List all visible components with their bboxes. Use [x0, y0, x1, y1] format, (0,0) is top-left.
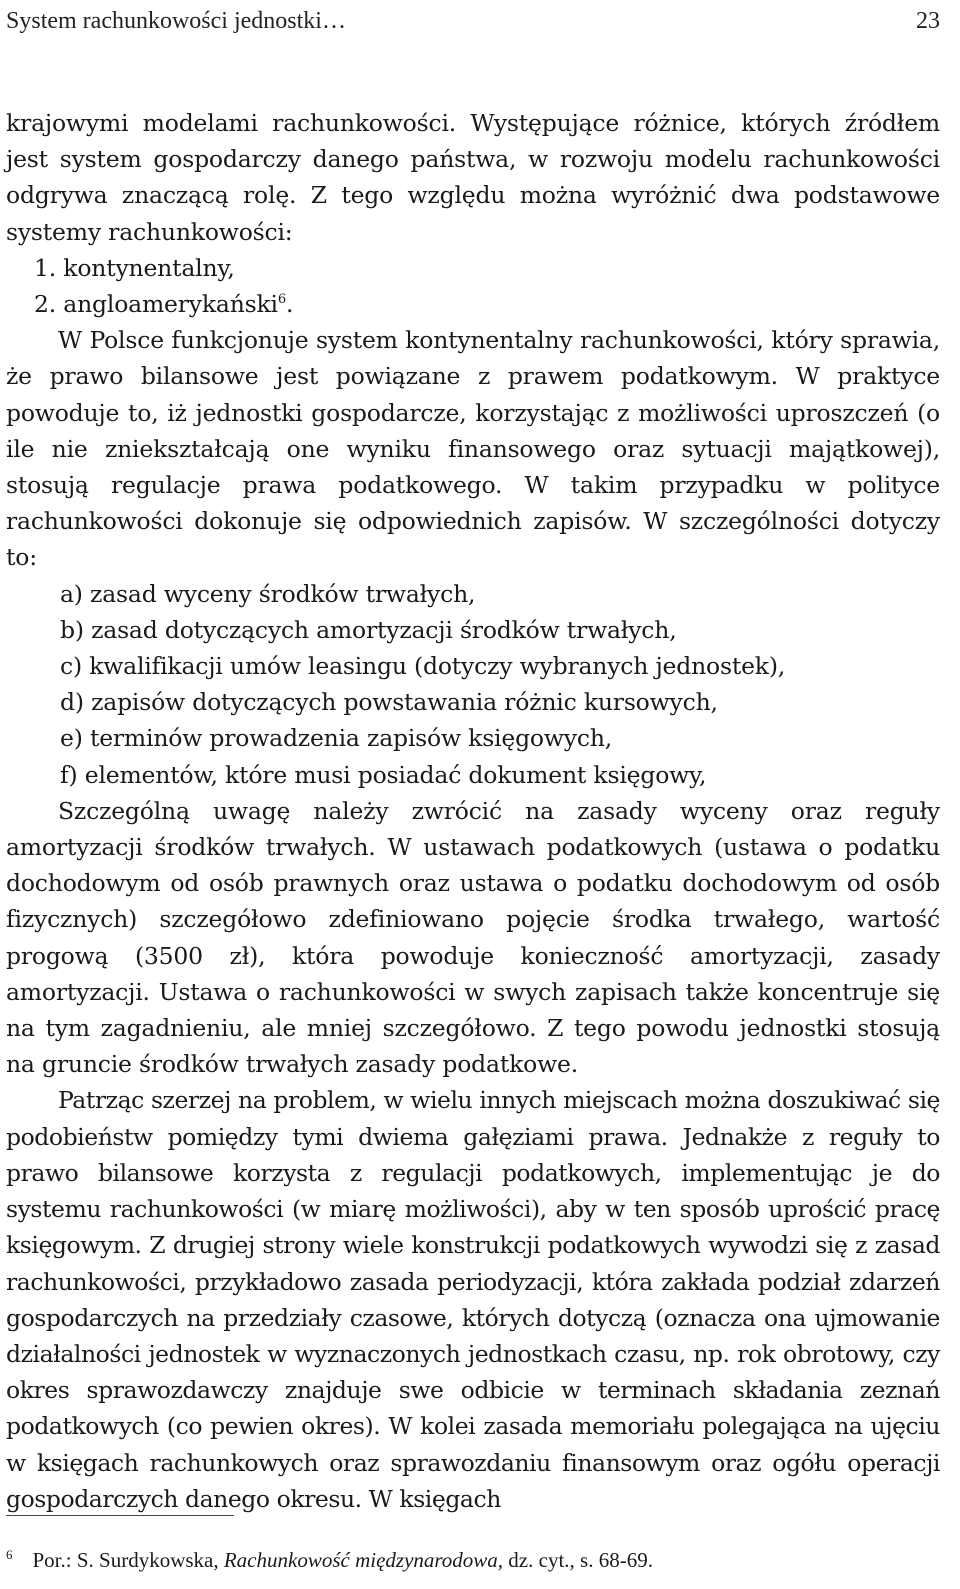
- letter-item-d: d) zapisów dotyczących powstawania różnic kursowych,: [60, 688, 718, 717]
- numbered-item-2: [6, 286, 940, 322]
- footnote-mark: 6: [6, 1547, 13, 1562]
- footnote-divider: [6, 1515, 234, 1516]
- footnote-ref[interactable]: 6: [277, 292, 286, 308]
- footnote-suffix: dz. cyt., s. 68-69.: [503, 1548, 653, 1572]
- running-title: System rachunkowości jednostki…: [6, 8, 346, 34]
- letter-item-a: a) zasad wyceny środków trwałych,: [60, 579, 476, 608]
- numbered-item-label: 1. kontynentalny,: [34, 253, 235, 282]
- running-header: [6, 4, 942, 44]
- paragraph-3: Szczególną uwagę należy zwrócić na zasady wyceny oraz reguły amortyzacji środków trwałych. W ustawach podatkowych (ustawa o podatku dochodowym od osób prawnych oraz ustawa o podatku dochodowym od osób fizycznych) szczegółowo zdefiniowano pojęcie środka trwałego, wartość progową (3500 zł), która powoduje konieczność amortyzacji, zasady amortyzacji. Ustawa o rachunkowości w swych zapisach także koncentruje się na tym zagadnieniu, ale mniej szczegółowo. Z tego powodu jednostki stosują na gruncie środków trwałych zasady podatkowe.: [6, 796, 940, 1079]
- paragraph-1: krajowymi modelami rachunkowości. Występujące różnice, których źródłem jest system gospodarczy danego państwa, w rozwoju modelu rachunkowości odgrywa znaczącą rolę. Z tego względu można wyróżnić dwa podstawowe systemy rachunkowości:: [6, 109, 940, 246]
- page-number: 23: [916, 8, 940, 34]
- main-text: [6, 105, 940, 1517]
- paragraph-2: W Polsce funkcjonuje system kontynentalny rachunkowości, który sprawia, że prawo bilansowe jest powiązane z prawem podatkowym. W praktyce powoduje to, iż jednostki gospodarcze, korzystając z możliwości uproszczeń (o ile nie zniekształcają one wyniku finansowego oraz sytuacji majątkowej), stosują regulacje prawa podatkowego. W takim przypadku w polityce rachunkowości dokonuje się odpowiednich zapisów. W szczególności dotyczy to:: [6, 326, 940, 572]
- numbered-item-label: 2. angloamerykański: [34, 290, 278, 319]
- letter-item-b: b) zasad dotyczących amortyzacji środków trwałych,: [60, 615, 677, 644]
- paragraph-4: Patrząc szerzej na problem, w wielu innych miejscach można doszukiwać się podobieństw pomiędzy tymi dwiema gałęziami prawa. Jednakże z reguły to prawo bilansowe korzysta z regulacji podatkowych, implementując je do systemu rachunkowości (w miarę możliwości), aby w ten sposób uprościć pracę księgowym. Z drugiej strony wiele konstrukcji podatkowych wywodzi się z zasad rachunkowości, przykładowo zasada periodyzacji, która zakłada podział zdarzeń gospodarczych na przedziały czasowe, których dotyczą (oznacza ona ujmowanie działalności jednostek w wyznaczonych jednostkach czasu, np. rok obrotowy, czy okres sprawozdawczy znajduje swe odbicie w terminach składania zeznań podatkowych (co pewien okres). W kolei zasada memoriału polegająca na ujęciu w księgach rachunkowych oraz sprawozdaniu finansowym oraz ogółu operacji gospodarczych danego okresu. W księgach: [6, 1086, 940, 1513]
- letter-item-c: c) kwalifikacji umów leasingu (dotyczy wybranych jednostek),: [60, 652, 786, 681]
- footnote: [6, 1540, 936, 1575]
- letter-item-e: e) terminów prowadzenia zapisów księgowych,: [60, 724, 613, 753]
- numbered-item-tail: .: [285, 290, 294, 319]
- letter-item-f: f) elementów, które musi posiadać dokument księgowy,: [60, 760, 707, 789]
- numbered-item-1: [6, 250, 940, 286]
- footnote-title: Rachunkowość międzynarodowa,: [223, 1548, 504, 1572]
- footnote-prefix: Por.: S. Surdykowska,: [32, 1548, 224, 1572]
